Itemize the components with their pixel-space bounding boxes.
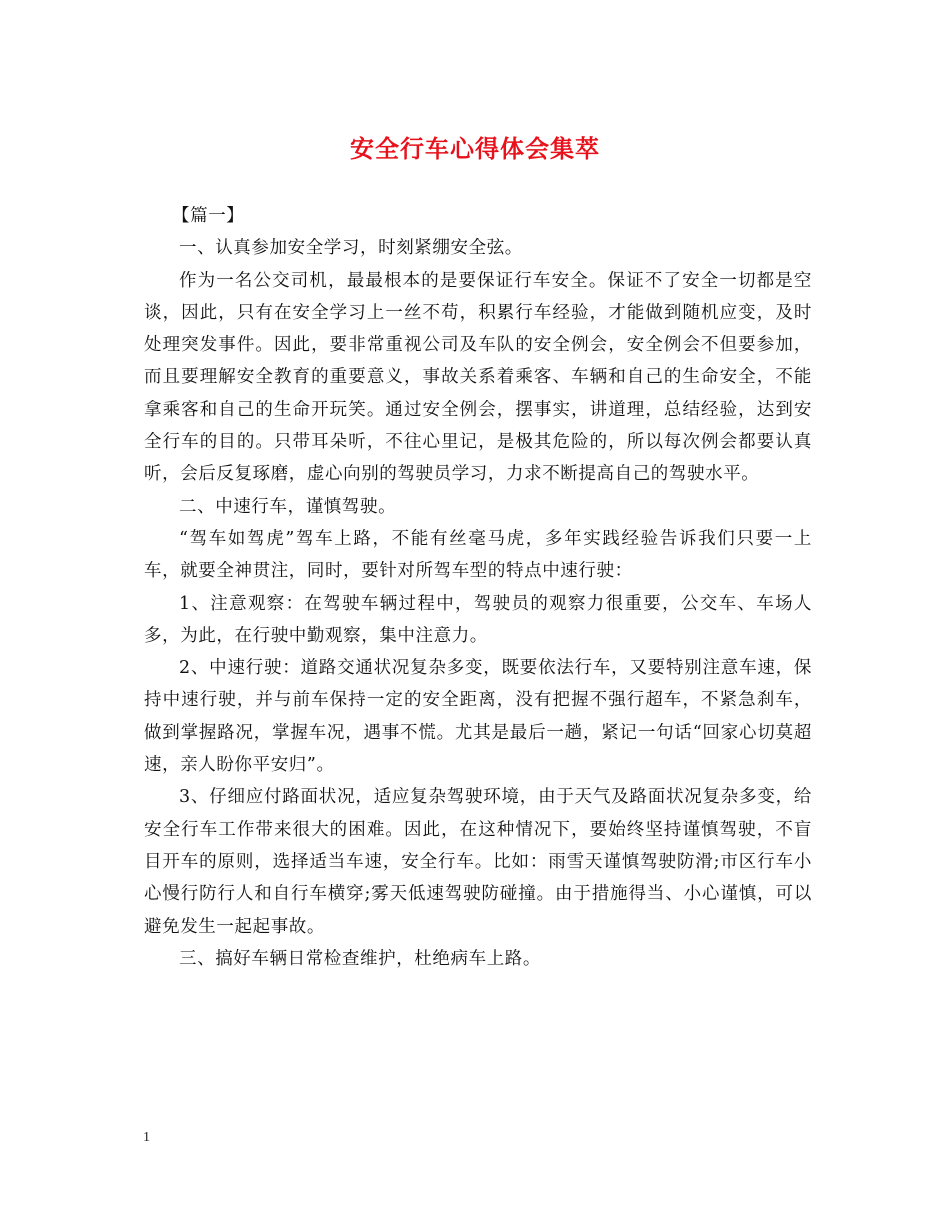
page-number: 1 — [143, 1130, 150, 1145]
document-body — [144, 200, 812, 975]
section-label: 【篇一】 — [172, 206, 245, 226]
list-item-2: 2、中速行驶：道路交通状况复杂多变，既要依法行车，又要特别注意车速，保持中速行驶，并与前车保持一定的安全距离，没有把握不强行超车，不紧急刹车，做到掌握路况，掌握车况，遇事不慌。尤其是最后一趟，紧记一句话“回家心切莫超速，亲人盼你平安归”。 — [144, 658, 812, 776]
list-item-1: 1、注意观察：在驾驶车辆过程中，驾驶员的观察力很重要，公交车、车场人多，为此，在行驶中勤观察，集中注意力。 — [144, 593, 812, 646]
paragraph-1: 作为一名公交司机，最最根本的是要保证行车安全。保证不了安全一切都是空谈，因此，只有在安全学习上一丝不苟，积累行车经验，才能做到随机应变，及时处理突发事件。因此，要非常重视公司及车队的安全例会，安全例会不但要参加，而且要理解安全教育的重要意义，事故关系着乘客、车辆和自己的生命安全，不能拿乘客和自己的生命开玩笑。通过安全例会，摆事实，讲道理，总结经验，达到安全行车的目的。只带耳朵听，不往心里记，是极其危险的，所以每次例会都要认真听，会后反复琢磨，虚心向别的驾驶员学习，力求不断提高自己的驾驶水平。 — [144, 270, 812, 485]
paragraph-2: “驾车如驾虎”驾车上路，不能有丝毫马虎，多年实践经验告诉我们只要一上车，就要全神贯注，同时，要针对所驾车型的特点中速行驶： — [144, 528, 812, 582]
section-heading-2: 二、中速行车，谨慎驾驶。 — [179, 496, 397, 517]
list-item-3: 3、仔细应付路面状况，适应复杂驾驶环境，由于天气及路面状况复杂多变，给安全行车工作带来很大的困难。因此，在这种情况下，要始终坚持谨慎驾驶，不盲目开车的原则，选择适当车速，安全行车。比如：雨雪天谨慎驾驶防滑;市区行车小心慢行防行人和自行车横穿;雾天低速驾驶防碰撞。由于措施得当、小心谨慎，可以避免发生一起起事故。 — [144, 787, 812, 937]
document-title: 安全行车心得体会集萃 — [350, 134, 600, 163]
section-heading-1: 一、认真参加安全学习，时刻紧绷安全弦。 — [179, 238, 523, 259]
section-heading-3: 三、搞好车辆日常检查维护，杜绝病车上路。 — [179, 948, 541, 969]
